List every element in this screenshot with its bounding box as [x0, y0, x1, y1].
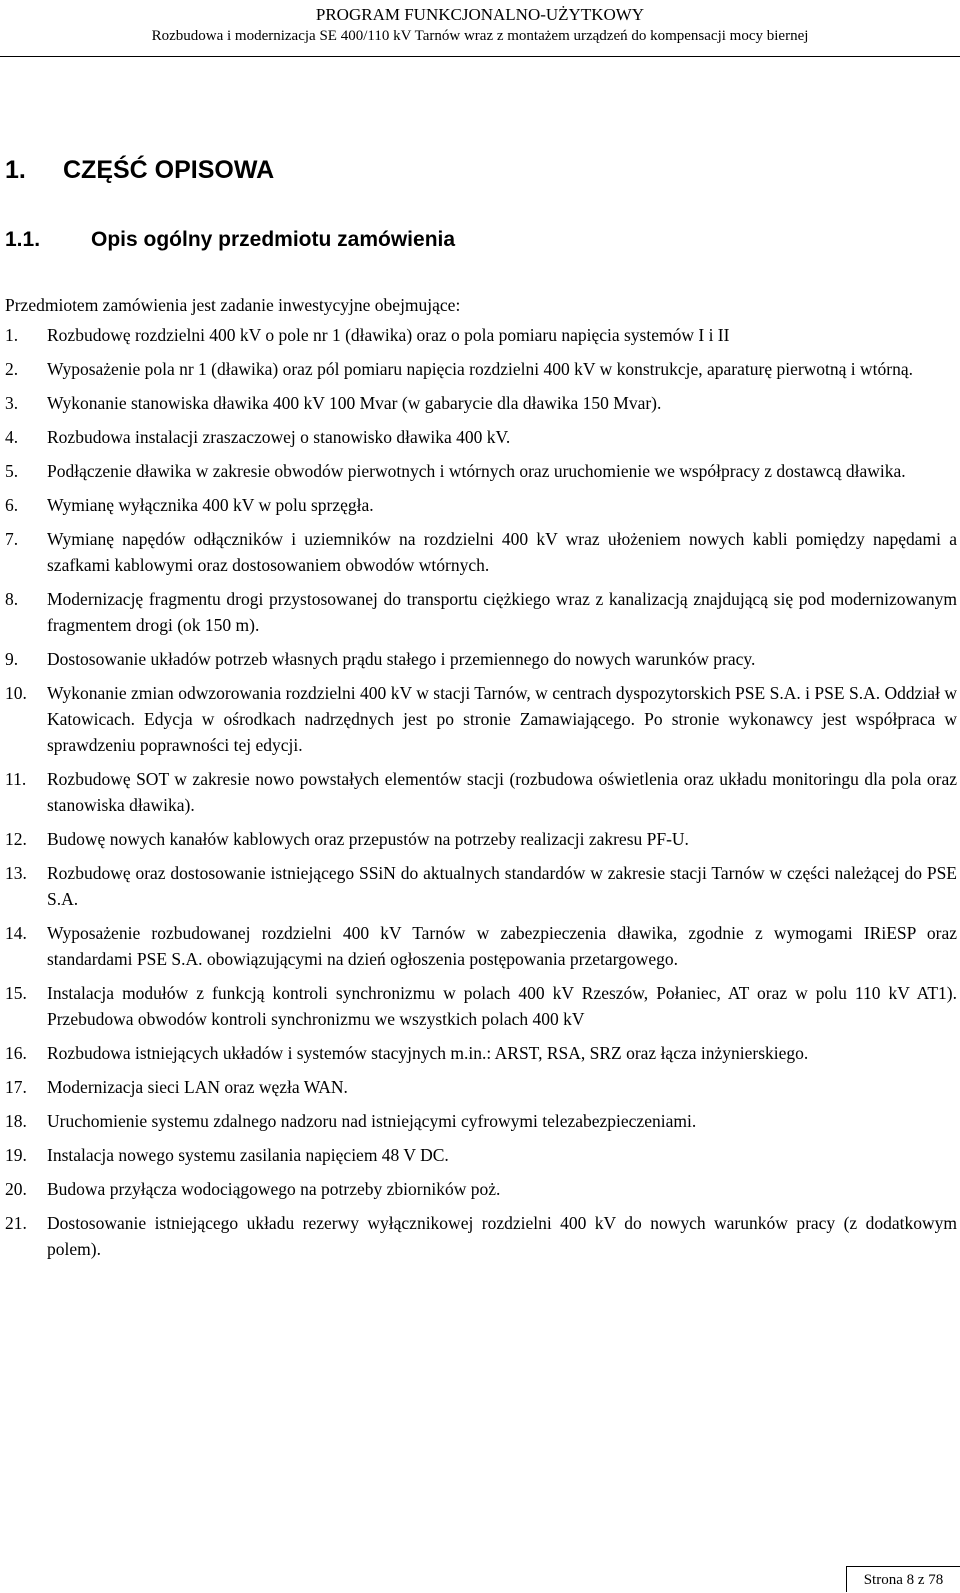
subsection-heading: [5, 227, 455, 253]
page-number-box: [846, 1566, 960, 1592]
page-number-label: Strona 8 z 78: [863, 1572, 944, 1588]
list-item: [5, 586, 957, 638]
list-item-text: Rozbudowę rozdzielni 400 kV o pole nr 1 (dławika) oraz o pola pomiaru napięcia systemów I i II: [47, 325, 730, 345]
list-item-text: Budowa przyłącza wodociągowego na potrzeby zbiorników poż.: [47, 1179, 501, 1199]
list-item-number: 18.: [5, 1111, 27, 1131]
section-heading: [5, 155, 274, 185]
list-item-number: 6.: [5, 495, 19, 515]
section-title: CZĘŚĆ OPISOWA: [63, 156, 275, 184]
list-item-text: Instalacja nowego systemu zasilania napięciem 48 V DC.: [47, 1145, 449, 1165]
list-item: [5, 492, 957, 518]
list-item: [5, 322, 957, 348]
list-item-text: Modernizacja sieci LAN oraz węzła WAN.: [47, 1077, 348, 1097]
list-item-number: 17.: [5, 1077, 27, 1097]
list-item-text: Instalacja modułów z funkcją kontroli synchronizmu w polach 400 kV Rzeszów, Połaniec, AT oraz w polu 110 kV AT1). Przebudowa obwodów kontroli synchronizmu we wszystkich polach 400 kV: [47, 983, 957, 1029]
list-item-number: 11.: [5, 769, 27, 789]
list-item-text: Rozbudowa instalacji zraszaczowej o stanowisko dławika 400 kV.: [47, 427, 511, 447]
list-item-number: 7.: [5, 529, 19, 549]
list-item-number: 3.: [5, 393, 19, 413]
list-item: [5, 1210, 957, 1262]
list-item: [5, 526, 957, 578]
list-item-text: Dostosowanie istniejącego układu rezerwy wyłącznikowej rozdzielni 400 kV do nowych warunków pracy (z dodatkowym polem).: [47, 1213, 957, 1259]
list-item: [5, 860, 957, 912]
list-item-number: 19.: [5, 1145, 27, 1165]
list-item: [5, 1074, 957, 1100]
list-item-text: Wykonanie zmian odwzorowania rozdzielni 400 kV w stacji Tarnów, w centrach dyspozytorskich PSE S.A. i PSE S.A. Oddział w Katowicach. Edycja w ośrodkach nadrzędnych jest po stronie Zamawiającego. Po stronie wykonawcy jest współpraca w sprawdzeniu poprawności tej edycji.: [47, 683, 957, 755]
list-item: [5, 458, 957, 484]
section-number: 1.: [5, 156, 26, 184]
list-item: [5, 1108, 957, 1134]
list-item-number: 14.: [5, 923, 27, 943]
page-header: [0, 4, 960, 46]
list-item-number: 12.: [5, 829, 27, 849]
list-item: [5, 390, 957, 416]
list-item-text: Wymianę napędów odłączników i uziemników na rozdzielni 400 kV wraz ułożeniem nowych kabli pomiędzy napędami a szafkami kablowymi oraz dostosowaniem obwodów wtórnych.: [47, 529, 957, 575]
list-item-number: 15.: [5, 983, 27, 1003]
list-item-number: 5.: [5, 461, 19, 481]
list-item-number: 8.: [5, 589, 19, 609]
list-item-text: Wyposażenie pola nr 1 (dławika) oraz pól pomiaru napięcia rozdzielni 400 kV w konstrukcje, aparaturę pierwotną i wtórną.: [47, 359, 914, 379]
list-item-text: Rozbudowę SOT w zakresie nowo powstałych elementów stacji (rozbudowa oświetlenia oraz układu monitoringu dla pola oraz stanowiska dławika).: [47, 769, 957, 815]
list-item-number: 2.: [5, 359, 19, 379]
list-item: [5, 766, 957, 818]
list-item-text: Podłączenie dławika w zakresie obwodów pierwotnych i wtórnych oraz uruchomienie we współpracy z dostawcą dławika.: [47, 461, 906, 481]
list-item: [5, 680, 957, 758]
header-divider: [0, 56, 960, 57]
list-item: [5, 424, 957, 450]
list-item-number: 4.: [5, 427, 19, 447]
list-item: [5, 826, 957, 852]
header-title: PROGRAM FUNKCJONALNO-UŻYTKOWY: [315, 5, 645, 24]
list-item: [5, 1176, 957, 1202]
subsection-title: Opis ogólny przedmiotu zamówienia: [91, 228, 456, 251]
header-subtitle: Rozbudowa i modernizacja SE 400/110 kV Tarnów wraz z montażem urządzeń do kompensacji mocy biernej: [151, 28, 809, 44]
list-item-text: Uruchomienie systemu zdalnego nadzoru nad istniejącymi cyfrowymi telezabezpieczeniami.: [47, 1111, 697, 1131]
list-item-number: 10.: [5, 683, 27, 703]
list-item-number: 9.: [5, 649, 19, 669]
list-item-text: Wyposażenie rozbudowanej rozdzielni 400 kV Tarnów w zabezpieczenia dławika, zgodnie z wymogami IRiESP oraz standardami PSE S.A. obowiązującymi na dzień ogłoszenia postępowania przetargowego.: [47, 923, 957, 969]
list-item-text: Dostosowanie układów potrzeb własnych prądu stałego i przemiennego do nowych warunków pracy.: [47, 649, 756, 669]
subsection-number: 1.1.: [5, 228, 41, 251]
list-item-text: Wymianę wyłącznika 400 kV w polu sprzęgła.: [47, 495, 374, 515]
list-item: [5, 1142, 957, 1168]
list-item: [5, 920, 957, 972]
intro-paragraph: Przedmiotem zamówienia jest zadanie inwestycyjne obejmujące:: [5, 295, 461, 315]
list-item-text: Wykonanie stanowiska dławika 400 kV 100 Mvar (w gabarycie dla dławika 150 Mvar).: [47, 393, 662, 413]
list-item-text: Rozbudowę oraz dostosowanie istniejącego SSiN do aktualnych standardów w zakresie stacji Tarnów w części należącej do PSE S.A.: [47, 863, 957, 909]
list-item: [5, 356, 957, 382]
list-item-number: 20.: [5, 1179, 27, 1199]
list-item-number: 13.: [5, 863, 27, 883]
list-item: [5, 1040, 957, 1066]
list-item-text: Modernizację fragmentu drogi przystosowanej do transportu ciężkiego wraz z kanalizacją znajdującą się pod modernizowanym fragmentem drogi (ok 150 m).: [47, 589, 957, 635]
list-item: [5, 646, 957, 672]
list-item-number: 21.: [5, 1213, 27, 1233]
list-item-number: 16.: [5, 1043, 27, 1063]
list-item-text: Rozbudowa istniejących układów i systemów stacyjnych m.in.: ARST, RSA, SRZ oraz łącza inżynierskiego.: [47, 1043, 809, 1063]
scope-list: [5, 322, 957, 1270]
list-item-text: Budowę nowych kanałów kablowych oraz przepustów na potrzeby realizacji zakresu PF-U.: [47, 829, 689, 849]
list-item: [5, 980, 957, 1032]
list-item-number: 1.: [5, 325, 19, 345]
